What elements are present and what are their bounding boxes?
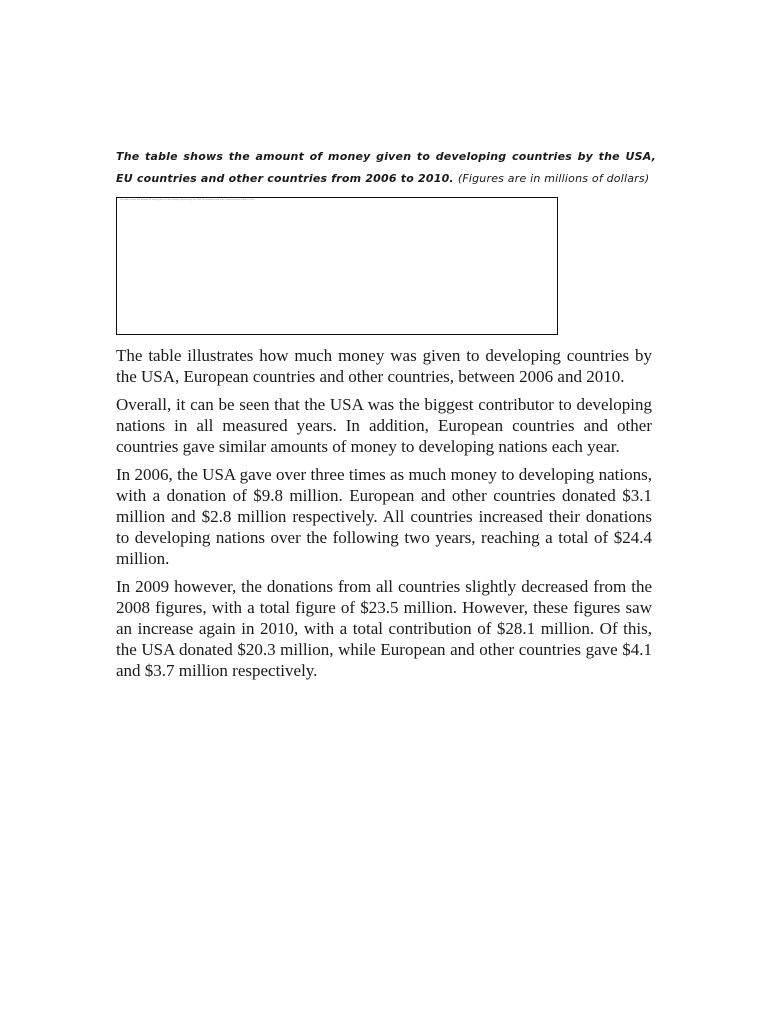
task-prompt (116, 146, 656, 190)
table-tiny-caption: The table shows the amount of money given to developing countries by the USA, EU countries and other countries from 2006 to 2010. (120, 199, 256, 201)
task-prompt-text: The table shows the amount of money given to developing countries by the USA, EU countries and other countries from 2006 to 2010. (116, 150, 656, 185)
essay-paragraph-intro: The table illustrates how much money was given to developing countries by the USA, European countries and other countries, between 2006 and 2010. (116, 346, 652, 386)
essay-body (116, 345, 652, 688)
essay-paragraph-2006-2008: In 2006, the USA gave over three times as much money to developing nations, with a donation of $9.8 million. European and other countries donated $3.1 million and $2.8 million respectively. All countries increased their donations to developing nations over the following two years, reaching a total of $24.4 million. (116, 465, 652, 568)
task-prompt-note: (Figures are in millions of dollars) (457, 172, 650, 185)
essay-paragraph-2009-2010: In 2009 however, the donations from all countries slightly decreased from the 2008 figures, with a total figure of $23.5 million. However, these figures saw an increase again in 2010, with a total contribution of $28.1 million. Of this, the USA donated $20.3 million, while European and other countries gave $4.1 and $3.7 million respectively. (116, 577, 652, 680)
essay-paragraph-overview: Overall, it can be seen that the USA was the biggest contributor to developing nations in all measured years. In addition, European countries and other countries gave similar amounts of money to developing nations each year. (116, 395, 652, 456)
table-image-frame (116, 197, 558, 335)
